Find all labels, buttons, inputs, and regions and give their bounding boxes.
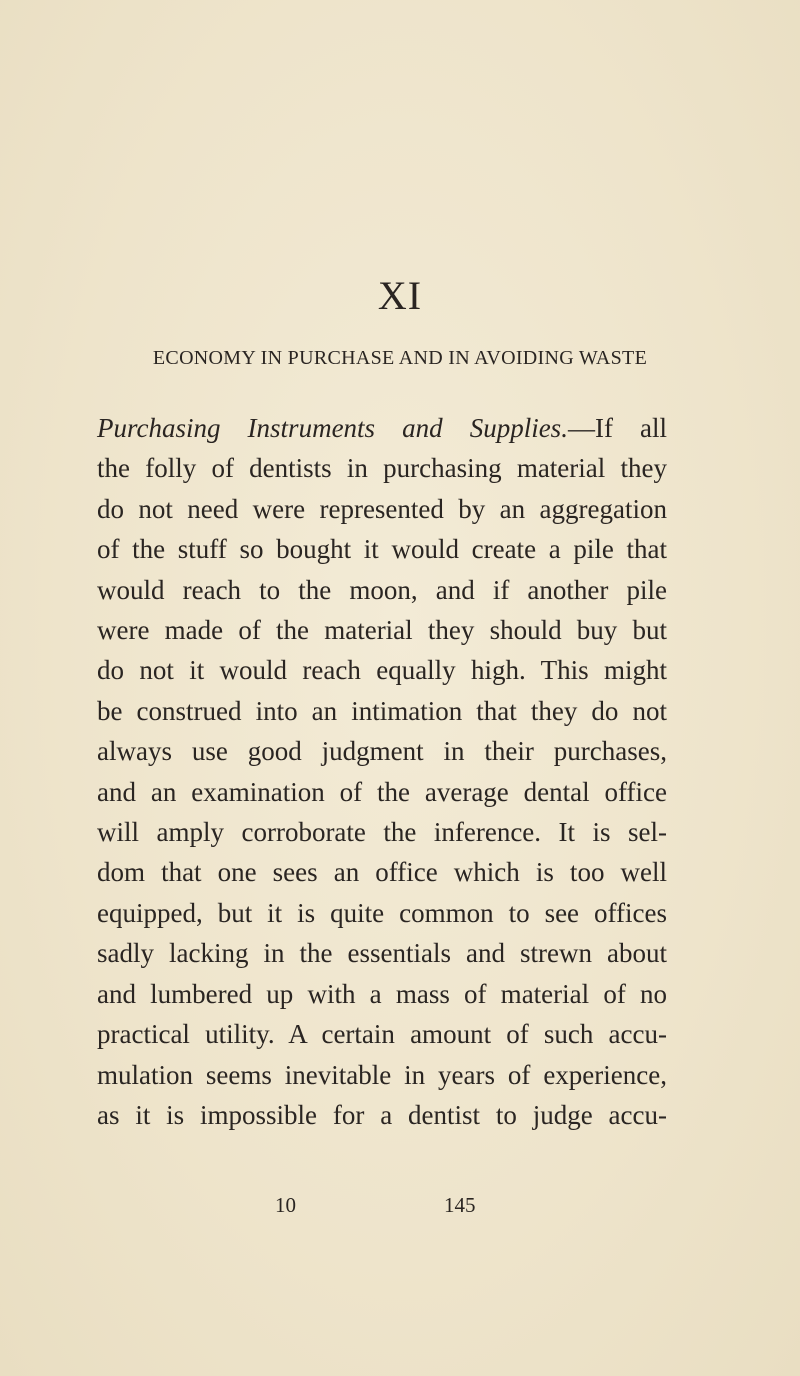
chapter-number: XI: [377, 273, 423, 318]
page-footer: [0, 1193, 800, 1223]
section-heading: Purchasing Instruments and Supplies.: [97, 413, 568, 443]
paragraph-line: were made of the material they should buy but: [97, 615, 667, 646]
paragraph-line: practical utility. A certain amount of such accu-: [97, 1019, 667, 1050]
paragraph-line: will amply corroborate the inference. It is sel-: [97, 817, 667, 848]
paragraph-line: do not it would reach equally high. This might: [97, 655, 667, 686]
page-number: 145: [444, 1193, 476, 1217]
paragraph-line: equipped, but it is quite common to see offices: [97, 897, 667, 928]
paragraph-line: would reach to the moon, and if another pile: [97, 574, 667, 605]
paragraph-line: be construed into an intimation that they do not: [97, 695, 667, 726]
paragraph-line: the folly of dentists in purchasing material they: [97, 453, 667, 484]
paragraph-line: [97, 408, 667, 448]
paragraph-line-text: —If all: [567, 413, 667, 443]
chapter-title: ECONOMY IN PURCHASE AND IN AVOIDING WASTE: [152, 347, 648, 369]
body-paragraph: [97, 408, 667, 1135]
paragraph-line: do not need were represented by an aggregation: [97, 493, 667, 524]
paragraph-line: always use good judgment in their purchases,: [97, 736, 667, 767]
signature-mark: 10: [275, 1193, 296, 1217]
paragraph-line: as it is impossible for a dentist to judge accu-: [97, 1099, 667, 1130]
paragraph-line: mulation seems inevitable in years of experience,: [97, 1059, 667, 1090]
paragraph-line: sadly lacking in the essentials and strewn about: [97, 938, 667, 969]
paragraph-line: and an examination of the average dental office: [97, 776, 667, 807]
paragraph-line: of the stuff so bought it would create a pile that: [97, 534, 667, 565]
paragraph-line: and lumbered up with a mass of material of no: [97, 978, 667, 1009]
paragraph-line: dom that one sees an office which is too well: [97, 857, 667, 888]
